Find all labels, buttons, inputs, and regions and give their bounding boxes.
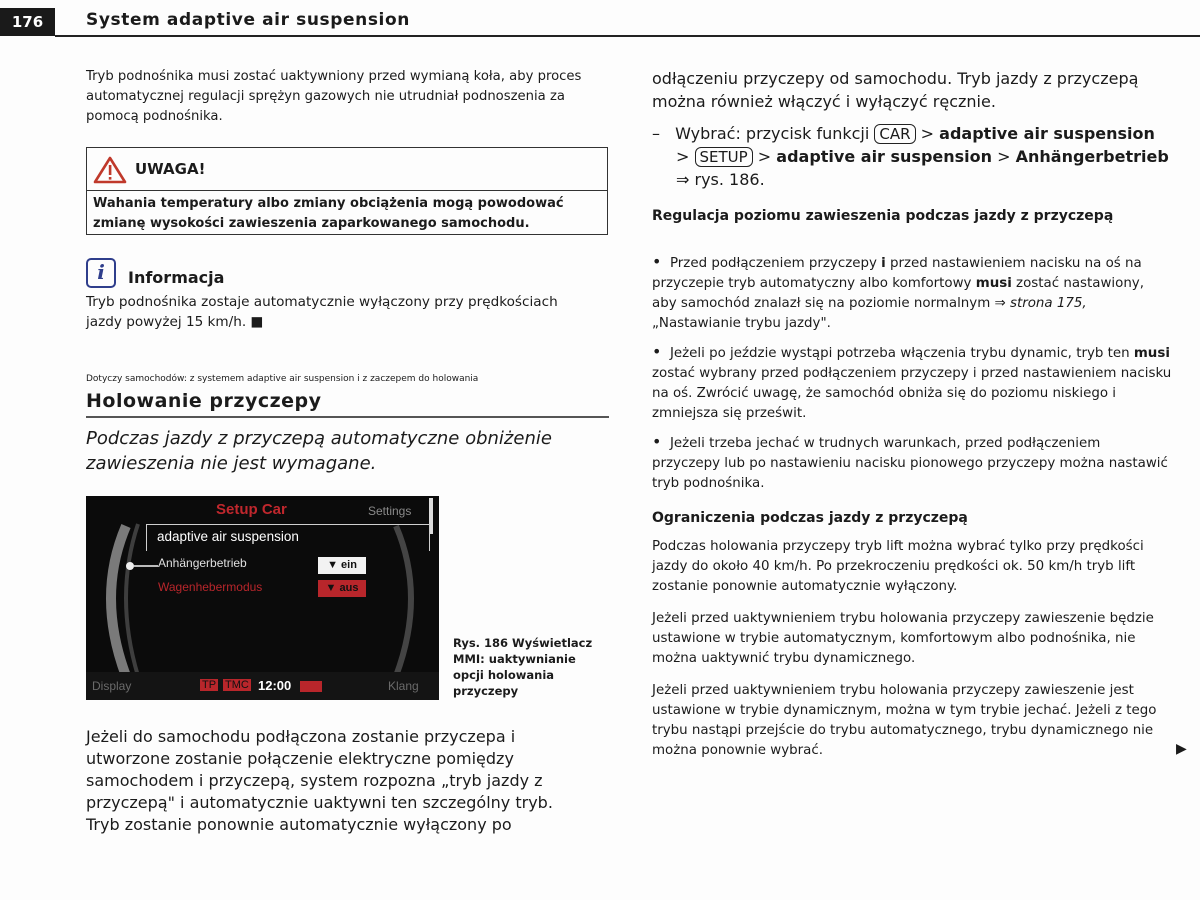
step-path-2: adaptive air suspension bbox=[776, 147, 993, 166]
intro-paragraph: Tryb podnośnika musi zostać uaktywniony przed wymianą koła, aby proces automatycznej regulacji sprężyn gazowych nie utrudniał podnoszenia za pomocą podnośnika. bbox=[86, 69, 582, 124]
mmi-settings: Settings bbox=[368, 504, 412, 518]
paragraph-dynamic-mode: Jeżeli przed uaktywnieniem trybu holowania przyczepy zawieszenie jest ustawione w trybie dynamicznym, można w tym trybie jechać. Jeżeli z tego trybu nastąpi przejście do trybu automatycznego, trybu dynamicznego nie można ponownie wybrać. bbox=[652, 683, 1157, 758]
mmi-display: Display bbox=[92, 679, 132, 693]
mmi-selector-dot bbox=[126, 562, 134, 570]
left-body-line: Jeżeli do samochodu podłączona zostanie przyczepa i bbox=[86, 727, 516, 746]
mmi-clock: 12:00 bbox=[258, 678, 292, 693]
left-body-line: samochodem i przyczepą, system rozpozna „tryb jazdy z bbox=[86, 771, 543, 790]
bullet-item: • Przed podłączeniem przyczepy i przed nastawieniem nacisku na oś na przyczepie tryb automatyczny albo komfortowy musi zostać nastawiony, aby samochód znalazł się na poziomie normalnym ⇒ strona 175, „Nastawianie trybu jazdy". bbox=[652, 252, 1144, 331]
left-body bbox=[86, 726, 611, 836]
warning-triangle-icon bbox=[93, 156, 127, 184]
mmi-setup-car: Setup Car bbox=[216, 501, 287, 518]
right-cont-paragraph: odłączeniu przyczepy od samochodu. Tryb jazdy z przyczepą można również włączyć i wyłączyć ręcznie. bbox=[652, 69, 1139, 111]
mmi-row-anhaengerbetrieb: Anhängerbetrieb bbox=[158, 556, 247, 570]
applies-to-note: Dotyczy samochodów: z systemem adaptive air suspension i z zaczepem do holowania bbox=[86, 374, 479, 384]
section-rule bbox=[86, 416, 609, 418]
mmi-row2-value: ▼ aus bbox=[318, 580, 366, 597]
info-icon: i bbox=[86, 258, 116, 288]
setup-key: SETUP bbox=[695, 147, 753, 167]
warning-text: Wahania temperatury albo zmiany obciążenia mogą powodować zmianę wysokości zawieszenia zaparkowanego samochodu. bbox=[93, 196, 564, 231]
left-body-line: utworzone zostanie połączenie elektryczne pomiędzy bbox=[86, 749, 514, 768]
step-gt: > bbox=[997, 147, 1011, 166]
step-gt: > bbox=[920, 124, 935, 143]
mmi-klang: Klang bbox=[388, 679, 419, 693]
car-key: CAR bbox=[874, 124, 915, 144]
left-body-line: Tryb zostanie ponownie automatycznie wyłączony po bbox=[86, 815, 512, 834]
step-path-1: adaptive air suspension bbox=[939, 124, 1155, 143]
mmi-menu-title: adaptive air suspension bbox=[146, 524, 430, 551]
step-gt: > bbox=[757, 147, 772, 166]
section-lead: Podczas jazdy z przyczepą automatyczne obniżenie zawieszenia nie jest wymagane. bbox=[86, 428, 552, 474]
warning-header bbox=[87, 148, 607, 191]
step-path-3: Anhängerbetrieb bbox=[1015, 147, 1169, 166]
bullet-item: • Jeżeli po jeździe wystąpi potrzeba włączenia trybu dynamic, tryb ten musi zostać wybrany przed podłączeniem przyczepy i przed nastawieniem nacisku na oś. Zwrócić uwagę, że samochód obniża się do poziomu niskiego i zmniejsza się prześwit. bbox=[652, 342, 1172, 421]
mmi-row1-value: ▼ ein bbox=[318, 557, 366, 574]
mmi-screen-figure bbox=[86, 496, 439, 700]
step-dash: – bbox=[652, 124, 660, 143]
mmi-row-wagenhebermodus: Wagenhebermodus bbox=[158, 580, 263, 594]
paragraph-auto-mode: Jeżeli przed uaktywnieniem trybu holowania przyczepy zawieszenie będzie ustawione w trybie automatycznym, komfortowym albo podnośnika, nie można uaktywnić trybu dynamicznego. bbox=[652, 611, 1154, 666]
step-prefix: Wybrać: przycisk funkcji bbox=[675, 124, 870, 143]
info-title: Informacja bbox=[128, 268, 225, 287]
subheading-2: Ograniczenia podczas jazdy z przyczepą bbox=[652, 510, 968, 526]
bullet-item: • Jeżeli trzeba jechać w trudnych warunkach, przed podłączeniem przyczepy lub po nastawieniu nacisku pionowego przyczepy można nastawić tryb podnośnika. bbox=[652, 432, 1168, 491]
mmi-tmc: TMC bbox=[225, 679, 249, 691]
warning-title: UWAGA! bbox=[135, 160, 206, 178]
left-body-line: przyczepą" i automatycznie uaktywni ten szczególny tryb. bbox=[86, 793, 553, 812]
step-gt: > bbox=[676, 147, 690, 166]
section-title: Holowanie przyczepy bbox=[86, 390, 322, 412]
page-header-title: System adaptive air suspension bbox=[86, 10, 410, 30]
step-instruction bbox=[652, 122, 1182, 191]
mmi-signal-icon bbox=[300, 681, 322, 692]
mmi-tp: TP bbox=[202, 679, 217, 691]
step-ref: ⇒ rys. 186. bbox=[676, 170, 765, 189]
header-rule bbox=[55, 35, 1200, 37]
figure-caption: Rys. 186 Wyświetlacz MMI: uaktywnianie opcji holowania przyczepy bbox=[453, 636, 593, 698]
continue-arrow-icon: ▶ bbox=[1176, 741, 1187, 757]
subheading-1: Regulacja poziomu zawieszenia podczas jazdy z przyczepą bbox=[652, 208, 1114, 224]
mmi-selector-line bbox=[134, 565, 158, 567]
warning-box bbox=[86, 147, 608, 235]
page-number: 176 bbox=[0, 8, 55, 36]
info-text: Tryb podnośnika zostaje automatycznie wyłączony przy prędkościach jazdy powyżej 15 km/h. ■ bbox=[86, 294, 558, 330]
paragraph-lift-limit: Podczas holowania przyczepy tryb lift można wybrać tylko przy prędkości jazdy do około 40 km/h. Po przekroczeniu prędkości ok. 50 km/h tryb lift zostanie ponownie automatycznie wyłączony. bbox=[652, 539, 1144, 594]
